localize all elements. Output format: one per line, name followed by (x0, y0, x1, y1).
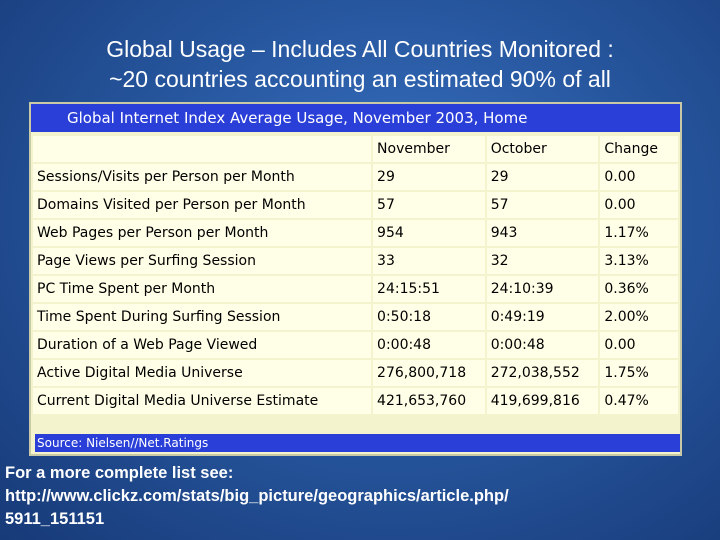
table-row (32, 303, 679, 331)
cell-metric: Active Digital Media Universe (32, 359, 372, 387)
cell-change: 0.00 (599, 331, 679, 359)
table-row (32, 331, 679, 359)
cell-change: 3.13% (599, 247, 679, 275)
cell-october: 0:00:48 (486, 331, 600, 359)
cell-metric: Sessions/Visits per Person per Month (32, 163, 372, 191)
cell-november: 57 (372, 191, 486, 219)
column-header-metric (32, 135, 372, 163)
table-row (32, 191, 679, 219)
usage-table (31, 134, 680, 416)
column-header-november: November (372, 135, 486, 163)
cell-october: 272,038,552 (486, 359, 600, 387)
table-row (32, 219, 679, 247)
cell-november: 33 (372, 247, 486, 275)
usage-table-image (29, 102, 682, 456)
note-line-2: http://www.clickz.com/stats/big_picture/geographics/article.php/ (5, 487, 509, 505)
note-line-1: For a more complete list see: (5, 464, 234, 482)
cell-metric: Domains Visited per Person per Month (32, 191, 372, 219)
cell-metric: Web Pages per Person per Month (32, 219, 372, 247)
column-header-change: Change (599, 135, 679, 163)
cell-november: 954 (372, 219, 486, 247)
cell-november: 0:50:18 (372, 303, 486, 331)
cell-november: 421,653,760 (372, 387, 486, 415)
cell-october: 943 (486, 219, 600, 247)
table-header-row (32, 135, 679, 163)
cell-november: 24:15:51 (372, 275, 486, 303)
cell-metric: PC Time Spent per Month (32, 275, 372, 303)
cell-november: 29 (372, 163, 486, 191)
cell-metric: Duration of a Web Page Viewed (32, 331, 372, 359)
note-line-3: 5911_151151 (5, 510, 105, 528)
cell-change: 0.00 (599, 191, 679, 219)
table-row (32, 247, 679, 275)
slide-title-line-1: Global Usage – Includes All Countries Monitored : (106, 36, 614, 62)
cell-change: 0.36% (599, 275, 679, 303)
table-source: Source: Nielsen//Net.Ratings (35, 434, 680, 452)
cell-change: 0.00 (599, 163, 679, 191)
cell-metric: Time Spent During Surfing Session (32, 303, 372, 331)
cell-change: 0.47% (599, 387, 679, 415)
cell-change: 1.75% (599, 359, 679, 387)
cell-october: 29 (486, 163, 600, 191)
cell-november: 0:00:48 (372, 331, 486, 359)
column-header-october: October (486, 135, 600, 163)
slide-title-line-2: ~20 countries accounting an estimated 90% of all (109, 66, 611, 92)
cell-october: 24:10:39 (486, 275, 600, 303)
table-row (32, 359, 679, 387)
table-heading: Global Internet Index Average Usage, November 2003, Home (31, 104, 680, 132)
cell-october: 419,699,816 (486, 387, 600, 415)
table-row (32, 387, 679, 415)
cell-metric: Current Digital Media Universe Estimate (32, 387, 372, 415)
table-row (32, 163, 679, 191)
cell-october: 32 (486, 247, 600, 275)
reference-note (5, 462, 509, 531)
cell-change: 1.17% (599, 219, 679, 247)
cell-october: 0:49:19 (486, 303, 600, 331)
slide-title (0, 34, 720, 94)
table-row (32, 275, 679, 303)
cell-october: 57 (486, 191, 600, 219)
cell-metric: Page Views per Surfing Session (32, 247, 372, 275)
cell-november: 276,800,718 (372, 359, 486, 387)
cell-change: 2.00% (599, 303, 679, 331)
